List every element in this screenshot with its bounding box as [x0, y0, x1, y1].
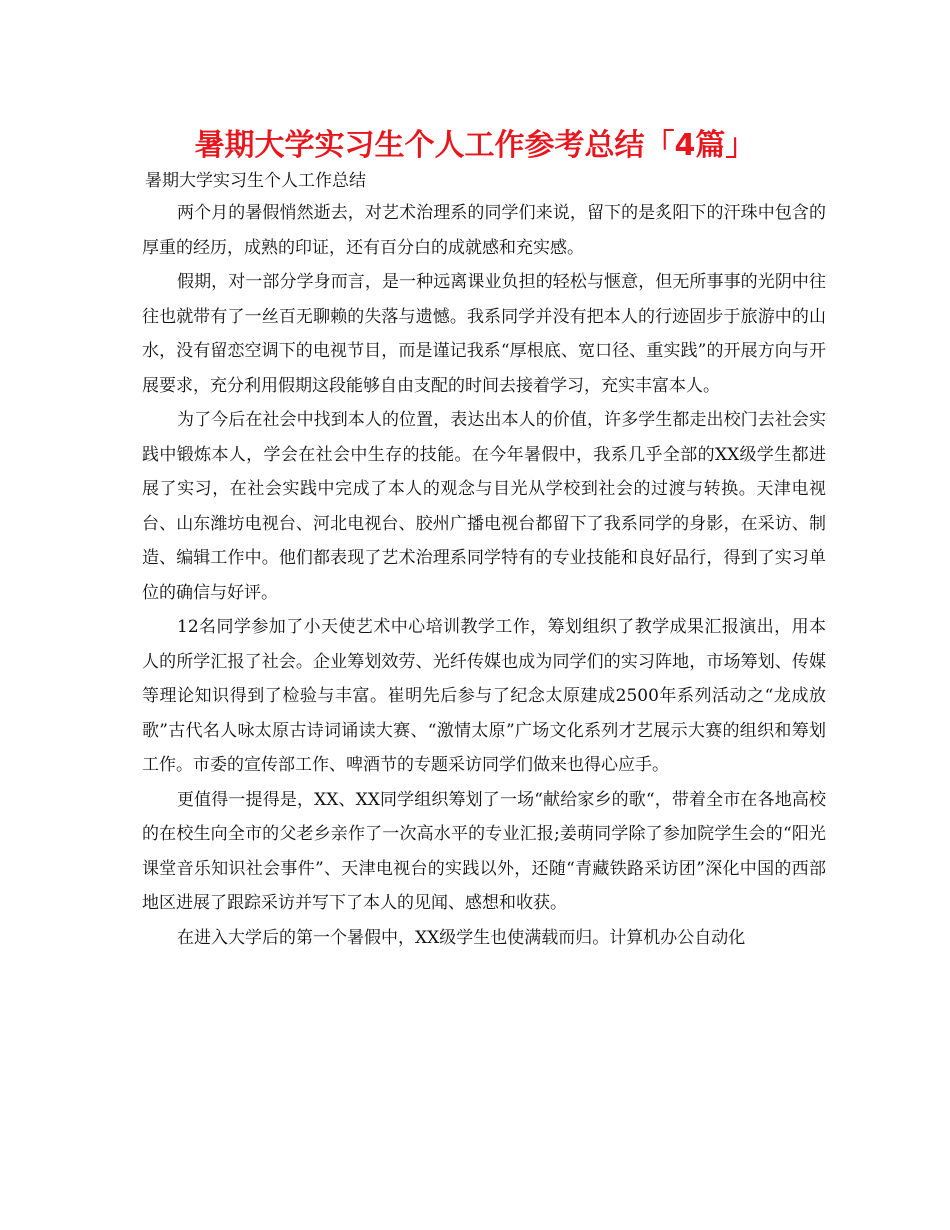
paragraph-3: 为了今后在社会中找到本人的位置，表达出本人的价值，许多学生都走出校门去社会实践中锻炼本人，学会在社会中生存的技能。在今年暑假中，我系几乎全部的XX级学生都进展了实习，在社会实践中完成了本人的观念与目光从学校到社会的过渡与转换。天津电视台、山东潍坊电视台、河北电视台、胶州广播电视台都留下了我系同学的身影，在采访、制造、编辑工作中。他们都表现了艺术治理系同学特有的专业技能和良好品行，得到了实习单位的确信与好评。: [142, 410, 826, 603]
document-body: [142, 166, 826, 955]
paragraph-2: 假期，对一部分学身而言，是一种远离课业负担的轻松与惬意，但无所事事的光阴中往往也就带有了一丝百无聊赖的失落与遗憾。我系同学并没有把本人的行迹固步于旅游中的山水，没有留恋空调下的电视节目，而是谨记我系“厚根底、宽口径、重实践”的开展方向与开展要求，充分利用假期这段能够自由支配的时间去接着学习，充实丰富本人。: [142, 272, 826, 396]
paragraph-5: 更值得一提得是，XX、XX同学组织筹划了一场“献给家乡的歌“，带着全市在各地高校的在校生向全市的父老乡亲作了一次高水平的专业汇报;姜萌同学除了参加院学生会的“阳光课堂音乐知识社会事件”、天津电视台的实践以外，还随“青藏铁路采访团”深化中国的西部地区进展了跟踪采访并写下了本人的见闻、感想和收获。: [142, 789, 826, 913]
paragraph-4: 12名同学参加了小天使艺术中心培训教学工作，筹划组织了教学成果汇报演出，用本人的所学汇报了社会。企业筹划效劳、光纤传媒也成为同学们的实习阵地，市场筹划、传媒等理论知识得到了检验与丰富。崔明先后参与了纪念太原建成2500年系列活动之“龙成放歌”古代名人咏太原古诗词诵读大赛、“激情太原”广场文化系列才艺展示大赛的组织和筹划工作。市委的宣传部工作、啤酒节的专题采访同学们做来也得心应手。: [142, 617, 826, 775]
document-subtitle: 暑期大学实习生个人工作总结: [145, 171, 366, 191]
paragraph-1: 两个月的暑假悄然逝去，对艺术治理系的同学们来说，留下的是炙阳下的汗珠中包含的厚重的经历，成熟的印证，还有百分白的成就感和充实感。: [142, 203, 826, 258]
document-title: 暑期大学实习生个人工作参考总结「4篇」: [194, 128, 756, 163]
paragraph-6: 在进入大学后的第一个暑假中，XX级学生也使满载而归。计算机办公自动化: [177, 927, 746, 948]
